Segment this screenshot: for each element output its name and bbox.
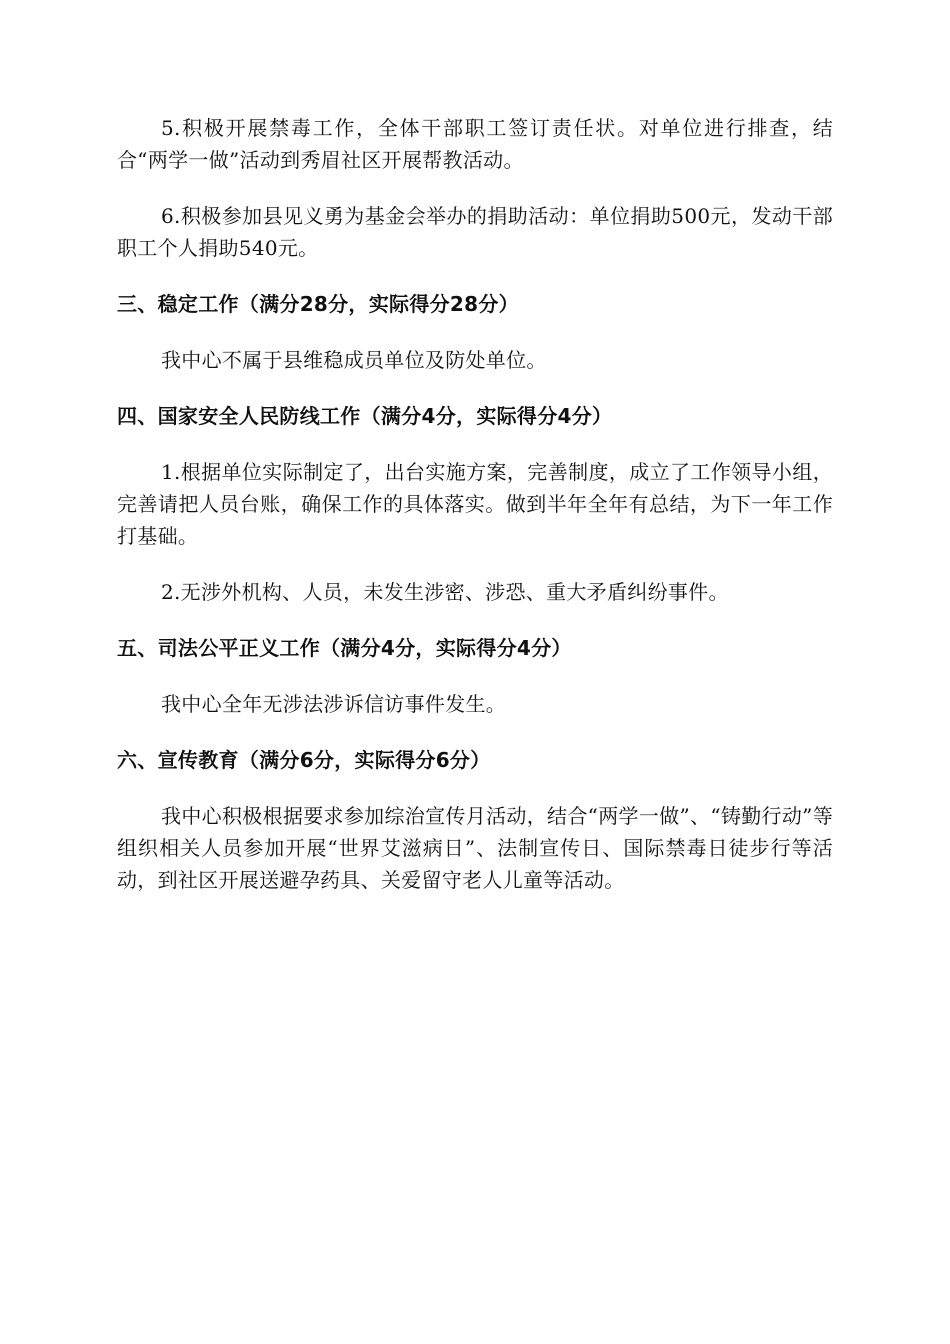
paragraph-stability: 我中心不属于县维稳成员单位及防处单位。	[161, 348, 547, 372]
paragraph-security-1: 1.根据单位实际制定了，出台实施方案，完善制度，成立了工作领导小组，完善请把人员台账，确保工作的具体落实。做到半年全年有总结，为下一年工作打基础。	[117, 460, 833, 548]
section-heading-national-security: 四、国家安全人民防线工作（满分4分，实际得分4分）	[117, 404, 613, 428]
section-heading-stability: 三、稳定工作（满分28分，实际得分28分）	[117, 292, 519, 316]
paragraph-publicity: 我中心积极根据要求参加综治宣传月活动，结合“两学一做”、“铸勤行动”等组织相关人员参加开展“世界艾滋病日”、法制宣传日、国际禁毒日徒步行等活动，到社区开展送避孕药具、关爱留守老人儿童等活动。	[117, 804, 833, 892]
paragraph-item-5: 5.积极开展禁毒工作，全体干部职工签订责任状。对单位进行排查，结合“两学一做”活动到秀眉社区开展帮教活动。	[117, 116, 833, 172]
section-heading-publicity: 六、宣传教育（满分6分，实际得分6分）	[117, 748, 491, 772]
document-body	[117, 112, 833, 920]
paragraph-justice: 我中心全年无涉法涉诉信访事件发生。	[161, 692, 507, 716]
section-heading-justice: 五、司法公平正义工作（满分4分，实际得分4分）	[117, 636, 572, 660]
paragraph-item-6: 6.积极参加县见义勇为基金会举办的捐助活动：单位捐助500元，发动干部职工个人捐助540元。	[117, 204, 833, 260]
paragraph-security-2: 2.无涉外机构、人员，未发生涉密、涉恐、重大矛盾纠纷事件。	[161, 580, 729, 604]
